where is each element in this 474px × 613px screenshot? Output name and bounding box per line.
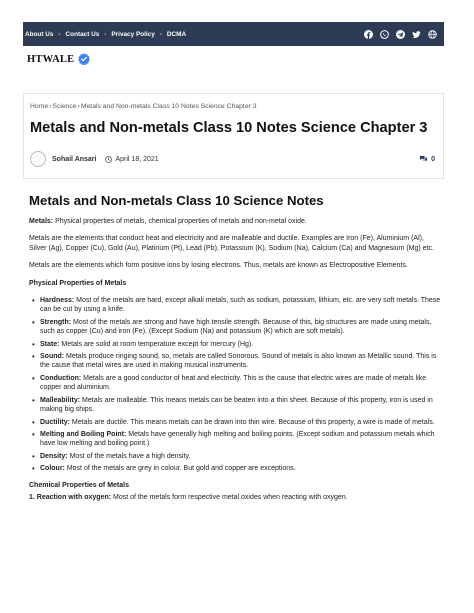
site-logo-text[interactable]: HTWALE [27,53,75,65]
breadcrumb-separator: › [77,103,80,110]
list-item [29,352,443,371]
property-label: Ductility: [40,418,70,426]
property-text: Metals are solid at room temperature except for mercury (Hg). [59,340,254,348]
article-paragraph-1: Metals are the elements that conduct heat and electricity and are malleable and ductile. Examples are Iron (Fe), Aluminium (Al), Silver (Ag), Copper (Cu), Gold (Au), Platinum (Pt), Lead (Pb), Potassium (K), Sodium (Na), Calcium (Ca) and Magnesium (Mg) etc. [29,235,434,252]
property-text: Most of the metals have a high density. [67,452,191,460]
property-label: Colour: [40,465,65,473]
breadcrumb-separator: › [49,103,52,110]
globe-icon[interactable] [428,30,437,39]
chemical-properties-heading: Chemical Properties of Metals [29,481,129,489]
whatsapp-icon[interactable] [380,30,389,39]
property-text: Most of the metals are grey in colour. But gold and copper are exceptions. [64,465,296,473]
nav-about-us[interactable]: About Us [25,30,54,38]
telegram-icon[interactable] [396,30,405,39]
breadcrumb [30,103,257,110]
nav-contact-us[interactable]: Contact Us [65,30,100,38]
property-label: Density: [40,452,68,460]
intro-text: Physical properties of metals, chemical properties of metals and non-metal oxide. [53,218,307,225]
post-header-card [23,93,444,179]
facebook-icon[interactable] [364,30,373,39]
list-item [29,296,443,315]
comments-icon [419,155,428,163]
list-item [29,452,443,461]
property-label: Melting and Boiling Point: [40,430,127,438]
list-item [29,318,443,337]
property-text: Metals are ductile. This means metals can be drawn into thin wire. Because of this property, a wire is made of metals. [69,418,435,426]
list-item [29,418,443,427]
list-item [29,340,443,349]
breadcrumb-current: Metals and Non-metals Class 10 Notes Science Chapter 3 [80,103,257,110]
property-label: Conduction: [40,374,82,382]
list-item [29,396,443,415]
property-text: Most of the metals are strong and have high tensile strength. Because of this, big structures are made using metals, such as copper (Cu) and iron (Fe). (Except Sodium (Na) and potassium (K) which are soft metals). [40,318,432,336]
twitter-icon[interactable] [412,30,421,39]
verified-badge-icon [78,53,90,65]
property-text: Most of the metals are hard, except alkali metals, such as sodium, potassium, lithium, etc. are very soft metals. These can be cut by using a knife. [40,297,441,314]
comments-link[interactable] [419,155,435,163]
property-text: Metals are malleable. This means metals can be beaten into a thin sheet. Because of this property, iron is used in making big ships. [40,396,433,414]
top-bar [23,22,444,46]
property-label: Sound: [40,353,65,361]
property-label: Hardness: [40,297,75,305]
nav-separator: - [159,30,162,38]
post-meta [30,151,435,167]
nav-privacy-policy[interactable]: Privacy Policy [111,30,155,38]
author-avatar[interactable] [30,151,46,167]
post-title: Metals and Non-metals Class 10 Notes Science Chapter 3 [30,120,428,136]
property-text: Metals have generally high melting and boiling points. (Except sodium and potassium metals which have low melting and boiling point.) [40,430,435,448]
intro-label: Metals: [29,218,54,225]
article-body [29,193,443,502]
post-date [105,156,158,163]
breadcrumb-science[interactable]: Science [52,103,77,110]
nav-dcma[interactable]: DCMA [166,30,187,38]
breadcrumb-home[interactable]: Home [30,103,49,110]
chemical-property-text: Most of the metals form respective metal oxides when reacting with oxygen. [111,493,348,501]
article-intro [29,217,443,226]
property-label: State: [40,340,60,348]
physical-properties-list [29,296,443,474]
property-label: Strength: [40,318,72,326]
top-nav [25,31,186,38]
author-name[interactable]: Sohail Ansari [52,155,97,163]
property-text: Metals produce ringing sound, so, metals are called Sonorous. Sound of metals is also known as Metallic sound. This is the cause that metal wires are used in making musical instruments. [40,353,437,370]
article-heading: Metals and Non-metals Class 10 Science Notes [29,193,324,208]
nav-separator: - [58,30,61,38]
property-label: Malleability: [40,396,81,404]
post-date-text: April 18, 2021 [115,155,159,163]
list-item [29,430,443,449]
list-item [29,374,443,393]
property-text: Metals are a good conductor of heat and electricity. This is the cause that electric wires are made of metals like copper and aluminium. [40,374,427,392]
list-item [29,464,443,473]
chemical-property-1 [29,493,443,502]
article-paragraph-2: Metals are the elements which form positive ions by losing electrons. Thus, metals are known as Electropositive Elements. [29,262,408,270]
chemical-property-label: 1. Reaction with oxygen: [29,493,112,501]
nav-separator: - [104,30,107,38]
social-links [364,30,437,39]
comments-count: 0 [431,155,435,163]
clock-icon [105,156,112,163]
physical-properties-heading: Physical Properties of Metals [29,279,127,287]
site-brand[interactable] [27,53,90,65]
